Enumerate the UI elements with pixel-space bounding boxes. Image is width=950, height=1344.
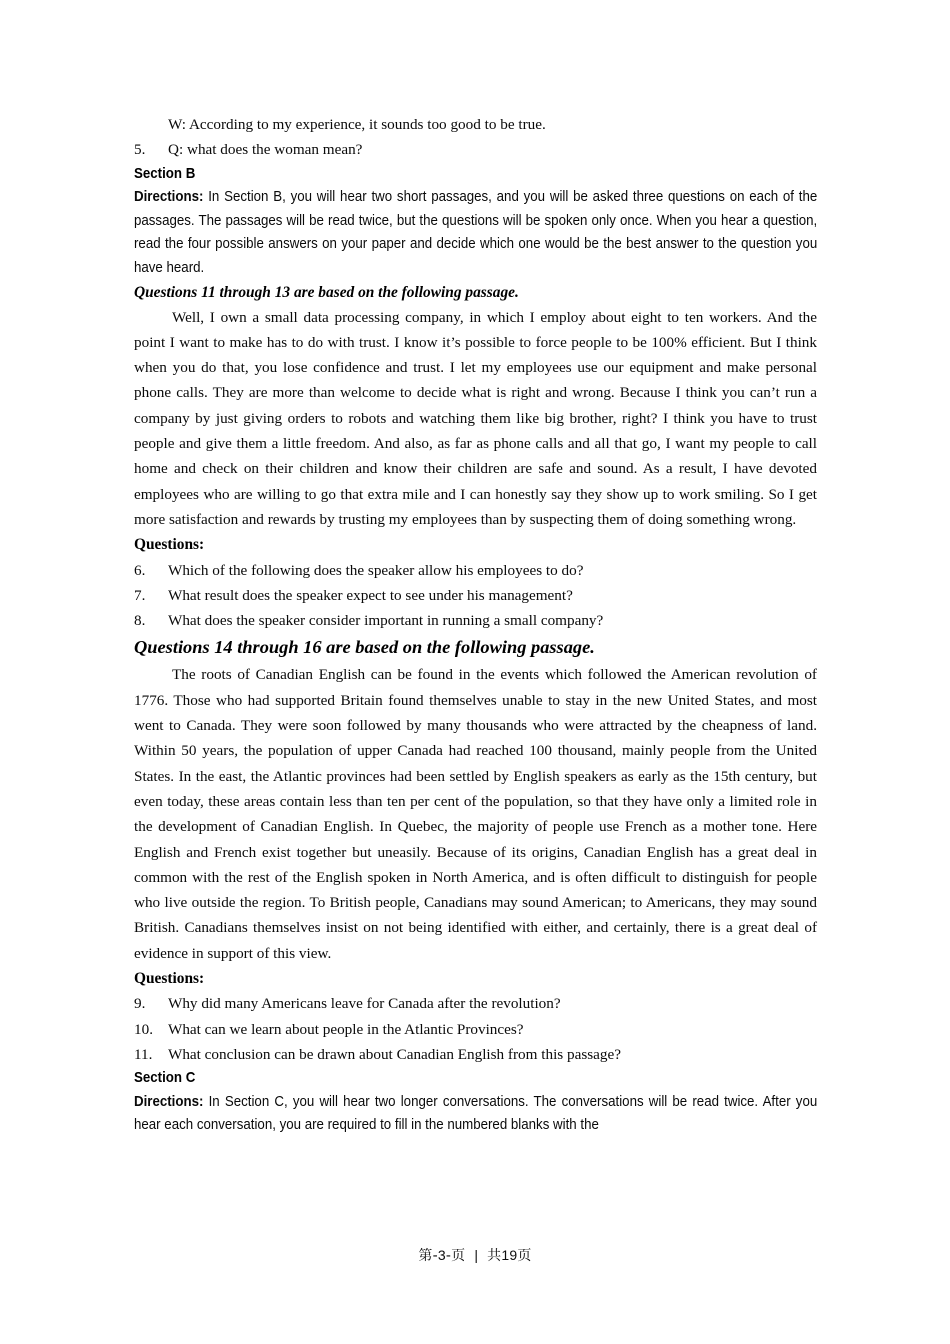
page-footer bbox=[0, 1245, 950, 1265]
question-number: 5. bbox=[134, 141, 146, 159]
directions-text: In Section C, you will hear two longer conversations. The conversations will be read twice. After you hear each conversation, you are required to fill in the numbered blanks with the bbox=[134, 1093, 818, 1134]
footer-total-suffix: 页 bbox=[517, 1248, 532, 1264]
question-item-11 bbox=[134, 1042, 817, 1067]
question-number: 9. bbox=[134, 995, 146, 1013]
question-number: 11. bbox=[134, 1045, 153, 1063]
dialogue-line: W: According to my experience, it sounds too good to be true. bbox=[168, 116, 546, 133]
directions-label: Directions: bbox=[134, 189, 204, 206]
section-c-directions bbox=[134, 1091, 817, 1138]
passage-1-text: Well, I own a small data processing company, in which I employ about eight to ten workers. And the point I want to make has to do with trust. I know it’s possible to force people to be 100% efficient. But I think when you do that, you lose confidence and trust. I let my employees use our equipment and make personal phone calls. They are more than welcome to decide what is right and wrong. Because I think you can’t run a company by just giving orders to robots and watching them like big brother, right? I think you have to trust people and give them a little freedom. And also, as far as phone calls and all that go, I want my people to call home and check on their children and know their children are safe and sound. As a result, I have devoted employees who are willing to go that extra mile and I can honestly say they show up to work smiling. So I get more satisfaction and rewards by trusting my employees than by suspecting them of doing something wrong. bbox=[134, 308, 817, 528]
footer-total-prefix: 共 bbox=[487, 1248, 502, 1264]
passage-2-heading: Questions 14 through 16 are based on the following passage. bbox=[134, 637, 595, 658]
question-item-8 bbox=[134, 608, 817, 633]
section-c-heading-label: Section C bbox=[134, 1070, 196, 1087]
question-text: What does the speaker consider important in running a small company? bbox=[168, 612, 604, 630]
page-content bbox=[134, 112, 817, 1138]
question-text: What result does the speaker expect to see under his management? bbox=[168, 586, 573, 604]
section-c-heading bbox=[134, 1067, 817, 1091]
question-text: What conclusion can be drawn about Canadian English from this passage? bbox=[168, 1045, 621, 1063]
footer-total-pages: 19 bbox=[501, 1247, 518, 1263]
question-number: 6. bbox=[134, 561, 146, 579]
question-number: 10. bbox=[134, 1020, 153, 1038]
section-b-heading-label: Section B bbox=[134, 165, 196, 182]
questions-label-1: Questions: bbox=[134, 536, 205, 554]
question-item-7 bbox=[134, 583, 817, 608]
footer-page-number: 3 bbox=[437, 1247, 446, 1263]
section-b-directions bbox=[134, 186, 817, 280]
passage-2-text: The roots of Canadian English can be found in the events which followed the American revolution of 1776. Those who had supported Britain found themselves unable to stay in the new United States, and most went to Canada. They were soon followed by many thousands who were attracted by the cheapness of land. Within 50 years, the population of upper Canada had reached 100 thousand, mainly people from the United States. In the east, the Atlantic provinces had been settled by English speakers as early as the 15th century, but even today, these areas contain less than ten per cent of the population, so that they have only a limited role in the development of Canadian English. In Quebec, the majority of people use French as a mother tone. Here English and French exist together but uneasily. Because of its origins, Canadian English has a great deal in common with the rest of the English spoken in North America, and is often difficult to distinguish for people who live outside the region. To British people, Canadians may sound American; to Americans, they may sound British. Canadians themselves insist on not being identified with either, and certainly, there is a great deal of evidence in support of this view. bbox=[134, 666, 817, 962]
footer-page-prefix: 第- bbox=[418, 1248, 438, 1264]
question-text: Q: what does the woman mean? bbox=[168, 141, 363, 159]
question-text: Which of the following does the speaker allow his employees to do? bbox=[168, 561, 584, 579]
question-item-6 bbox=[134, 558, 817, 583]
directions-label: Directions: bbox=[134, 1093, 204, 1110]
question-number: 8. bbox=[134, 612, 146, 630]
question-number: 7. bbox=[134, 586, 146, 604]
passage-1-heading: Questions 11 through 13 are based on the following passage. bbox=[134, 283, 519, 301]
question-item-10 bbox=[134, 1017, 817, 1042]
footer-separator: | bbox=[474, 1247, 479, 1263]
question-item-9 bbox=[134, 991, 817, 1016]
question-text: Why did many Americans leave for Canada after the revolution? bbox=[168, 995, 561, 1013]
section-b-heading bbox=[134, 163, 817, 187]
footer-page-suffix: -页 bbox=[445, 1248, 466, 1264]
questions-label-2: Questions: bbox=[134, 969, 205, 987]
directions-text: In Section B, you will hear two short passages, and you will be asked three questions on each of the passages. The passages will be read twice, but the questions will be spoken only once. When you hear a question, read the four possible answers on your paper and decide which one would be the best answer to the question you have heard. bbox=[134, 189, 818, 276]
question-text: What can we learn about people in the Atlantic Provinces? bbox=[168, 1020, 524, 1038]
question-item-5 bbox=[134, 137, 817, 162]
